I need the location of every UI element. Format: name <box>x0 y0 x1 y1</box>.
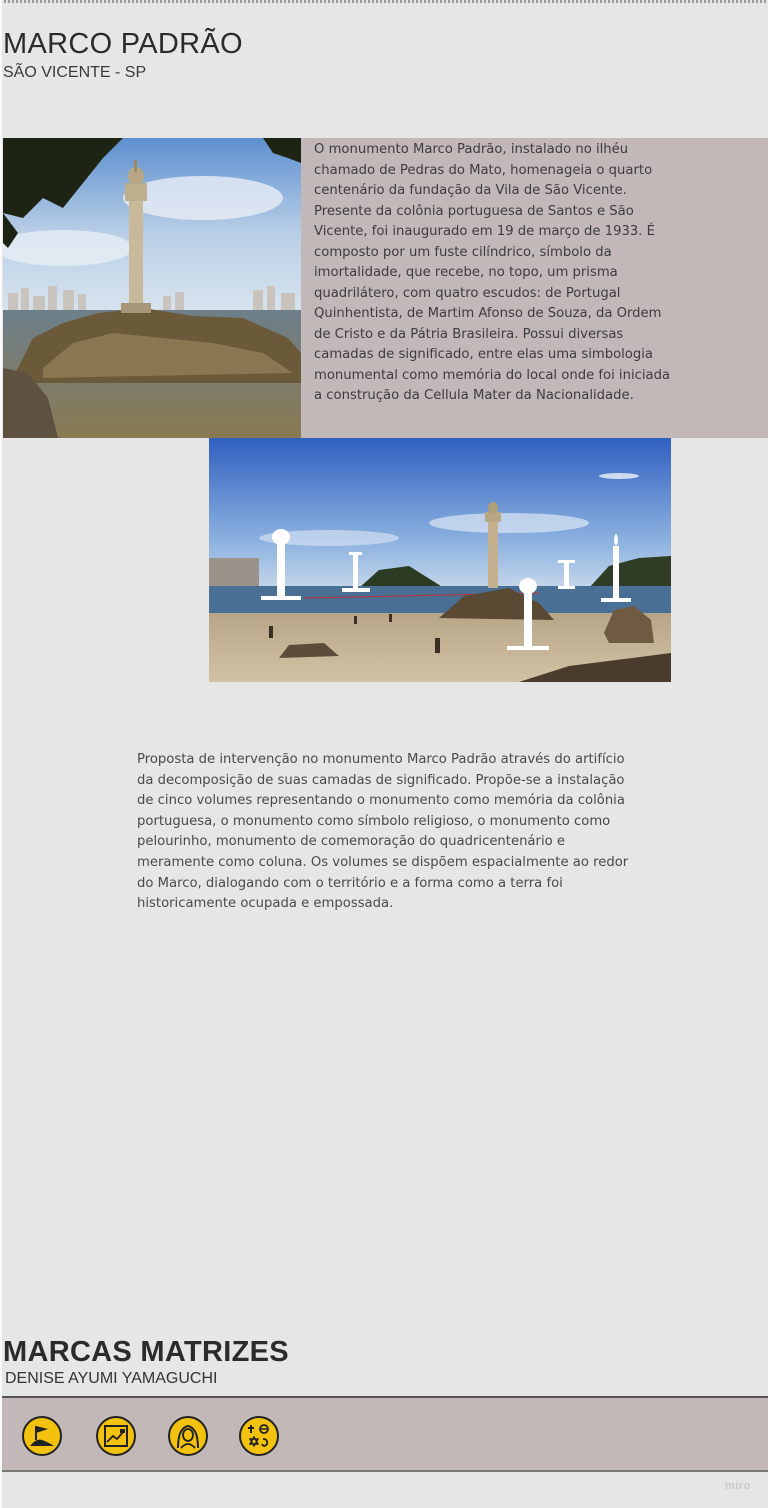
page-title: MARCO PADRÃO <box>3 28 243 60</box>
chart-map-icon[interactable] <box>96 1416 136 1456</box>
page-subtitle: SÃO VICENTE - SP <box>3 64 147 81</box>
description-text: O monumento Marco Padrão, instalado no ilhéu chamado de Pedras do Mato, homenageia o quarto centenário da fundação da Vila de São Vicente. Presente da colônia portuguesa de Santos e São Vicente, foi inaugurado em 19 de março de 1933. É composto por um fuste cilíndrico, símbolo da imortalidade, que recebe, no topo, um prisma quadrilátero, com quatro escudos: de Portugal Quinhentista, de Martim Afonso de Souza, da Ordem de Cristo e da Pátria Brasileira. Possui diversas camadas de significado, entre elas uma simbologia monumental como memória do local onde foi iniciada a construção da Cellula Mater da Nacionalidade. <box>314 142 671 403</box>
left-edge <box>0 0 2 1508</box>
intervention-photo <box>209 438 671 682</box>
religious-symbols-icon[interactable] <box>239 1416 279 1456</box>
miro-watermark: miro <box>725 1480 751 1492</box>
footer-author: DENISE AYUMI YAMAGUCHI <box>5 1370 218 1387</box>
flag-map-icon[interactable] <box>22 1416 62 1456</box>
portrait-icon[interactable] <box>168 1416 208 1456</box>
proposal-text: Proposta de intervenção no monumento Marco Padrão através do artifício da decomposição de suas camadas de significado. Propõe-se a instalação de cinco volumes representando o monumento como memória da colônia portuguesa, o monumento como símbolo religioso, o monumento como pelourinho, monumento de comemoração do quadricentenário e meramente como coluna. Os volumes se dispõem espacialmente ao redor do Marco, dialogando com o território e a forma como a terra foi historicamente ocupada e empossada. <box>137 752 629 912</box>
top-border <box>0 0 768 3</box>
footer-title: MARCAS MATRIZES <box>3 1336 289 1368</box>
monument-photo <box>3 138 301 438</box>
